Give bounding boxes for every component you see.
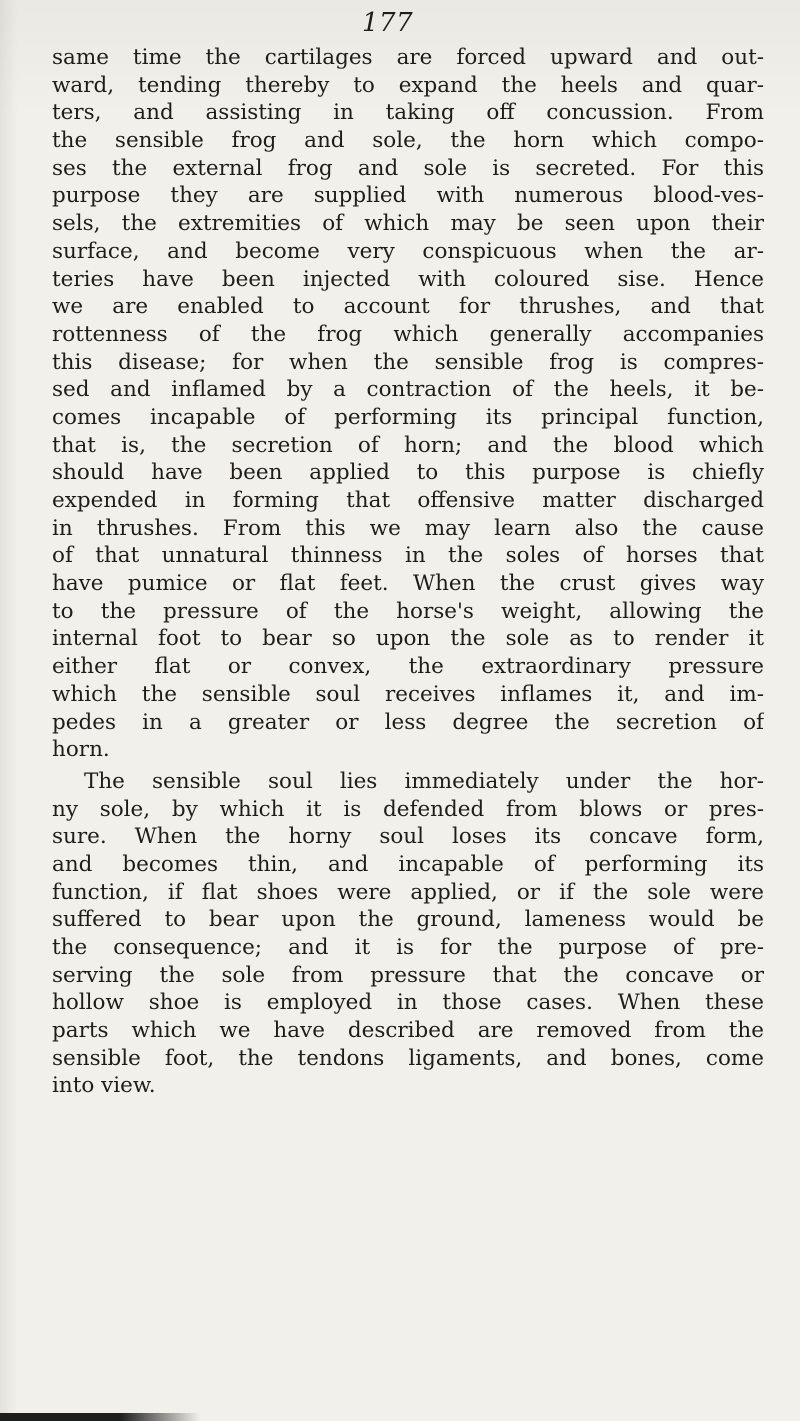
text-line: function, if flat shoes were applied, or if the sole were [52, 879, 764, 905]
text-line: The sensible soul lies immediately under the hor- [84, 768, 764, 794]
text-line: teries have been injected with coloured sise. Hence [52, 266, 764, 292]
text-line: of that unnatural thinness in the soles of horses that [52, 543, 764, 569]
text-line: hollow shoe is employed in those cases. When these [52, 990, 764, 1016]
text-line: sed and inflamed by a contraction of the heels, it be- [52, 377, 764, 403]
text-line: should have been applied to this purpose is chiefly [52, 460, 764, 486]
text-line: which the sensible soul receives inflames it, and im- [52, 681, 764, 707]
text-line: this disease; for when the sensible frog is compres- [52, 349, 764, 375]
page-edge-shadow [0, 1413, 200, 1421]
paragraph [52, 768, 764, 1100]
text-line: to the pressure of the horse's weight, allowing the [52, 598, 764, 624]
text-line: pedes in a greater or less degree the secretion of [52, 709, 764, 735]
text-line: the sensible frog and sole, the horn which compo- [52, 128, 764, 154]
text-line: the consequence; and it is for the purpose of pre- [52, 935, 764, 960]
text-line: surface, and become very conspicuous when the ar- [52, 238, 764, 264]
text-line: and becomes thin, and incapable of performing its [52, 851, 764, 877]
text-line: ny sole, by which it is defended from blows or pres- [52, 796, 764, 822]
text-line: rottenness of the frog which generally accompanies [52, 321, 764, 347]
text-line: in thrushes. From this we may learn also the cause [52, 515, 764, 541]
text-line: horn. [52, 737, 110, 763]
text-line: serving the sole from pressure that the concave or [52, 962, 764, 988]
text-line: into view. [52, 1073, 156, 1099]
text-line: internal foot to bear so upon the sole as to render it [52, 626, 764, 652]
text-line: comes incapable of performing its principal function, [52, 404, 764, 430]
text-line: ters, and assisting in taking off concussion. From [52, 100, 764, 126]
paragraph [52, 44, 764, 764]
text-line: parts which we have described are removed from the [52, 1018, 764, 1044]
text-line: ward, tending thereby to expand the heels and quar- [52, 72, 764, 98]
text-line: sels, the extremities of which may be seen upon their [52, 211, 764, 237]
text-line: suffered to bear upon the ground, lameness would be [52, 907, 764, 933]
text-line: have pumice or flat feet. When the crust gives way [52, 571, 764, 597]
text-line: same time the cartilages are forced upward and out- [52, 45, 764, 70]
text-line: sure. When the horny soul loses its concave form, [52, 824, 764, 850]
text-line: expended in forming that offensive matter discharged [52, 488, 764, 513]
page-number: 177 [362, 8, 414, 38]
text-line: sensible foot, the tendons ligaments, and bones, come [52, 1045, 764, 1071]
text-line: that is, the secretion of horn; and the blood which [52, 432, 764, 458]
text-line: ses the external frog and sole is secreted. For this [52, 155, 764, 181]
text-line: either flat or convex, the extraordinary pressure [52, 654, 764, 680]
body-text [52, 44, 764, 1100]
text-line: we are enabled to account for thrushes, and that [52, 294, 764, 320]
text-line: purpose they are supplied with numerous blood-ves- [52, 183, 764, 209]
